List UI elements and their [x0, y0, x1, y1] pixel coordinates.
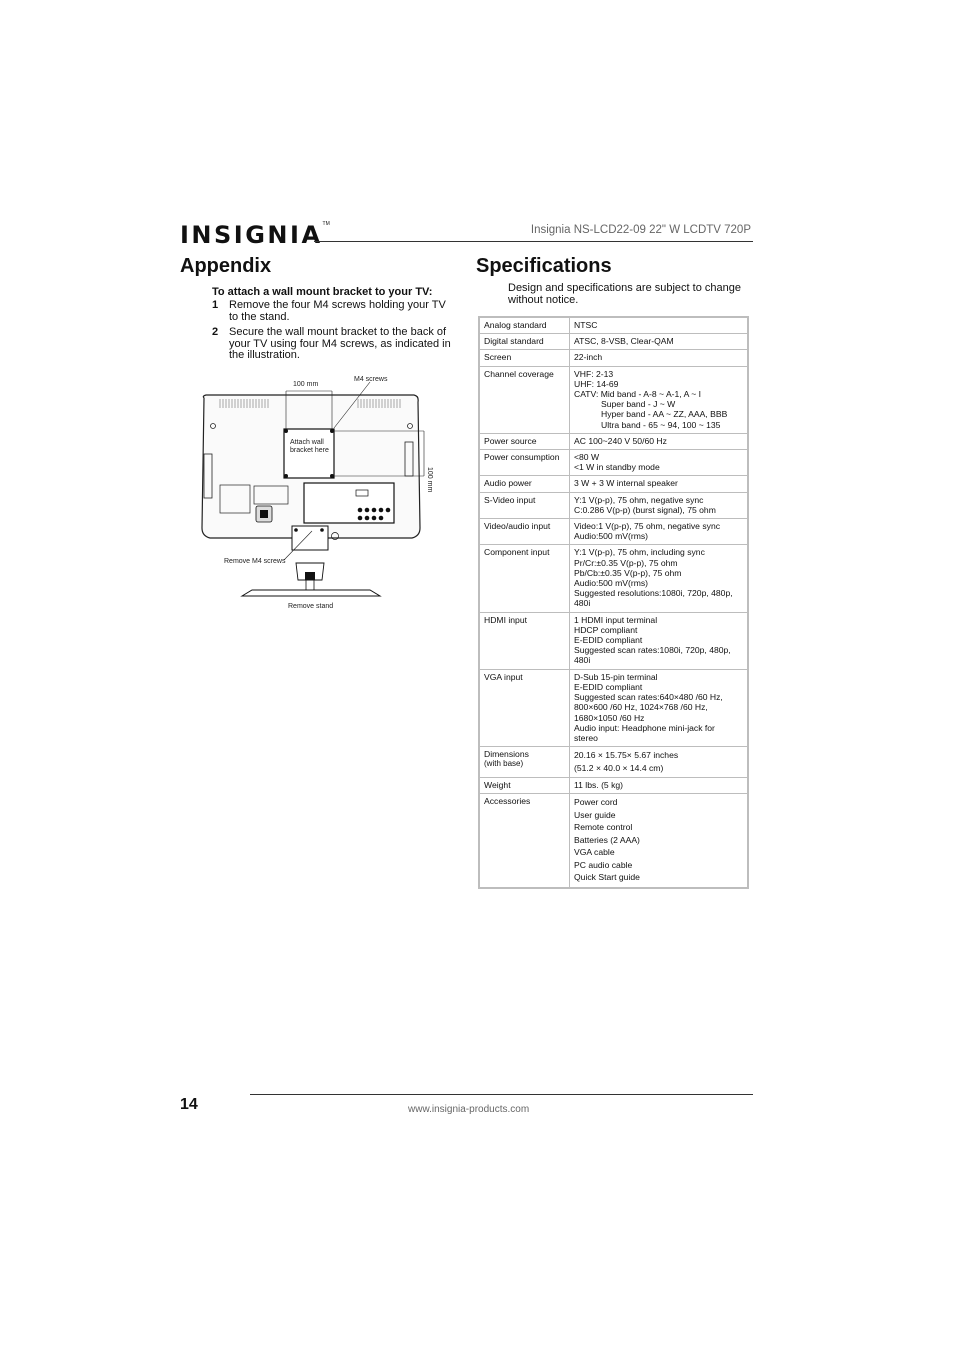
spec-row	[480, 747, 747, 778]
spec-row	[480, 350, 747, 366]
spec-row	[480, 433, 747, 449]
spec-value-cell	[570, 612, 748, 669]
spec-value: Suggested resolutions:1080i, 720p, 480p,	[574, 588, 733, 599]
spec-label-cell	[480, 334, 570, 350]
spec-value: Y:1 V(p-p), 75 ohm, including sync	[574, 547, 705, 558]
spec-label-cell	[480, 778, 570, 794]
spec-value: NTSC	[574, 320, 598, 330]
stand-joint	[305, 572, 315, 580]
spec-label: Channel coverage	[484, 368, 554, 379]
spec-value: Batteries (2 AAA)	[574, 834, 640, 845]
spec-value: <1 W in standby mode	[574, 462, 660, 473]
spec-value: Super band - J ~ W	[601, 399, 676, 410]
spec-value: 3 W + 3 W internal speaker	[574, 478, 678, 489]
page-number: 14	[180, 1096, 198, 1113]
spec-value: 22-inch	[574, 352, 603, 363]
spec-value-cell	[570, 318, 748, 334]
m4-screw-icon	[284, 474, 288, 478]
footer-url: www.insignia-products.com	[408, 1104, 530, 1115]
spec-value: AC 100~240 V 50/60 Hz	[574, 435, 667, 446]
spec-label-cell	[480, 612, 570, 669]
stand-base	[242, 590, 380, 596]
spec-value-cell	[570, 669, 748, 746]
spec-label: Accessories	[484, 796, 531, 807]
spec-label-cell	[480, 747, 570, 778]
spec-value: Suggested scan rates:1080i, 720p, 480p,	[574, 645, 731, 656]
spec-value: <80 W	[574, 452, 600, 463]
m4-screw-icon	[284, 429, 288, 433]
step-1	[212, 300, 457, 324]
spec-value-cell	[570, 778, 748, 794]
spec-value: UHF: 14-69	[574, 378, 619, 389]
spec-label-cell	[480, 433, 570, 449]
spec-label: Video/audio input	[484, 521, 551, 532]
spec-value: 480i	[574, 655, 591, 666]
spec-value: Remote control	[574, 822, 633, 833]
spec-label: Dimensions	[484, 749, 529, 760]
spec-value: Hyper band - AA ~ ZZ, AAA, BBB	[601, 409, 728, 420]
step-number: 2	[212, 326, 219, 338]
spec-label-cell	[480, 476, 570, 492]
spec-row	[480, 450, 747, 476]
spec-row	[480, 778, 747, 794]
spec-value: 1680×1050 /60 Hz	[574, 712, 645, 723]
spec-value: (51.2 × 40.0 × 14.4 cm)	[574, 762, 664, 773]
spec-label: Power consumption	[484, 452, 560, 463]
specifications-title: Specifications	[476, 255, 612, 277]
spec-label-cell	[480, 318, 570, 334]
procedure-heading: To attach a wall mount bracket to your TV:	[212, 286, 433, 298]
spec-value-cell	[570, 350, 748, 366]
spec-table	[480, 318, 747, 887]
specifications-table	[478, 316, 749, 889]
wall-mount-illustration	[198, 368, 448, 616]
spec-value-cell	[570, 492, 748, 518]
spec-row	[480, 334, 747, 350]
spec-label: Screen	[484, 352, 512, 363]
spec-value: 480i	[574, 598, 591, 609]
spec-value: C:0.286 V(p-p) (burst signal), 75 ohm	[574, 504, 716, 515]
spec-row	[480, 612, 747, 669]
spec-value: Y:1 V(p-p), 75 ohm, negative sync	[574, 494, 704, 505]
spec-sublabel: (with base)	[484, 759, 524, 769]
trademark-mark: TM	[322, 221, 330, 227]
spec-value: 800×600 /60 Hz, 1024×768 /60 Hz,	[574, 702, 708, 713]
spec-value: 20.16 × 15.75× 5.67 inches	[574, 750, 679, 761]
spec-label: Audio power	[484, 478, 532, 489]
spec-value: Quick Start guide	[574, 872, 640, 883]
spec-value: D-Sub 15-pin terminal	[574, 671, 658, 682]
appendix-title: Appendix	[180, 255, 272, 277]
label-attach-bracket: Attach wall	[290, 439, 324, 446]
spec-value-cell	[570, 545, 748, 612]
spec-value: PC audio cable	[574, 859, 633, 870]
label-remove-screws: Remove M4 screws	[224, 558, 286, 565]
spec-row	[480, 476, 747, 492]
spec-label: Power source	[484, 435, 537, 446]
spec-label-cell	[480, 366, 570, 433]
spec-label: Component input	[484, 547, 550, 558]
spec-value: E-EDID compliant	[574, 635, 643, 646]
specifications-intro: Design and specifications are subject to change without notice.	[508, 282, 741, 306]
spec-row	[480, 545, 747, 612]
spec-value: CATV: Mid band - A-8 ~ A-1, A ~ I	[574, 389, 702, 400]
step-text: Secure the wall mount bracket to the back of your TV using four M4 screws, as indicated in the illustration.	[229, 326, 451, 361]
spec-row	[480, 318, 747, 334]
footer-rule	[250, 1094, 753, 1095]
header-rule	[314, 241, 753, 242]
label-attach-bracket: bracket here	[290, 447, 329, 454]
label-100mm-side: 100 mm	[426, 467, 433, 493]
spec-value: Pb/Cb:±0.35 V(p-p), 75 ohm	[574, 567, 682, 578]
step-number: 1	[212, 299, 219, 311]
spec-value-cell	[570, 476, 748, 492]
header-title: Insignia NS-LCD22-09 22" W LCDTV 720P	[530, 224, 751, 236]
spec-value: VGA cable	[574, 847, 615, 858]
spec-label-cell	[480, 519, 570, 545]
spec-value: Ultra band - 65 ~ 94, 100 ~ 135	[601, 419, 721, 430]
spec-label: HDMI input	[484, 614, 527, 625]
spec-value: Pr/Cr:±0.35 V(p-p), 75 ohm	[574, 557, 678, 568]
step-2	[212, 327, 457, 363]
spec-label: Weight	[484, 780, 511, 791]
brand-logo	[180, 221, 330, 249]
spec-value: 1 HDMI input terminal	[574, 614, 658, 625]
label-remove-stand: Remove stand	[288, 603, 334, 610]
spec-value: 11 lbs. (5 kg)	[574, 780, 624, 791]
spec-label: VGA input	[484, 671, 523, 682]
spec-row	[480, 492, 747, 518]
spec-value-cell	[570, 334, 748, 350]
spec-value-cell	[570, 747, 748, 778]
stand-screw-icon	[320, 528, 324, 532]
spec-value: VHF: 2-13	[574, 368, 614, 379]
spec-value: HDCP compliant	[574, 624, 638, 635]
spec-row	[480, 519, 747, 545]
spec-value: stereo	[574, 732, 598, 743]
spec-label: Digital standard	[484, 336, 544, 347]
spec-value-cell	[570, 433, 748, 449]
spec-value-cell	[570, 450, 748, 476]
spec-value: Power cord	[574, 797, 618, 808]
spec-value: Audio:500 mV(rms)	[574, 531, 649, 542]
spec-row	[480, 366, 747, 433]
spec-label-cell	[480, 545, 570, 612]
power-socket	[260, 510, 268, 518]
spec-label-cell	[480, 450, 570, 476]
spec-value-cell	[570, 794, 748, 887]
spec-label-cell	[480, 350, 570, 366]
spec-value: User guide	[574, 809, 616, 820]
stand-screw-icon	[294, 528, 298, 532]
label-100mm-top: 100 mm	[293, 381, 319, 388]
spec-value: ATSC, 8-VSB, Clear-QAM	[574, 336, 674, 347]
spec-label-cell	[480, 669, 570, 746]
spec-label: S-Video input	[484, 494, 536, 505]
spec-value-cell	[570, 519, 748, 545]
step-text: Remove the four M4 screws holding your TV to the stand.	[229, 299, 446, 323]
spec-label-cell	[480, 492, 570, 518]
spec-value: Audio input: Headphone mini-jack for	[574, 722, 715, 733]
spec-row	[480, 794, 747, 887]
spec-value: Video:1 V(p-p), 75 ohm, negative sync	[574, 521, 721, 532]
label-m4-screws: M4 screws	[354, 376, 388, 383]
logo-text: INSIGNIA	[180, 221, 323, 249]
spec-value: E-EDID compliant	[574, 681, 643, 692]
spec-value: Suggested scan rates:640×480 /60 Hz,	[574, 692, 723, 703]
spec-row	[480, 669, 747, 746]
spec-value-cell	[570, 366, 748, 433]
spec-label: Analog standard	[484, 320, 547, 330]
spec-label-cell	[480, 794, 570, 887]
spec-value: Audio:500 mV(rms)	[574, 578, 649, 589]
